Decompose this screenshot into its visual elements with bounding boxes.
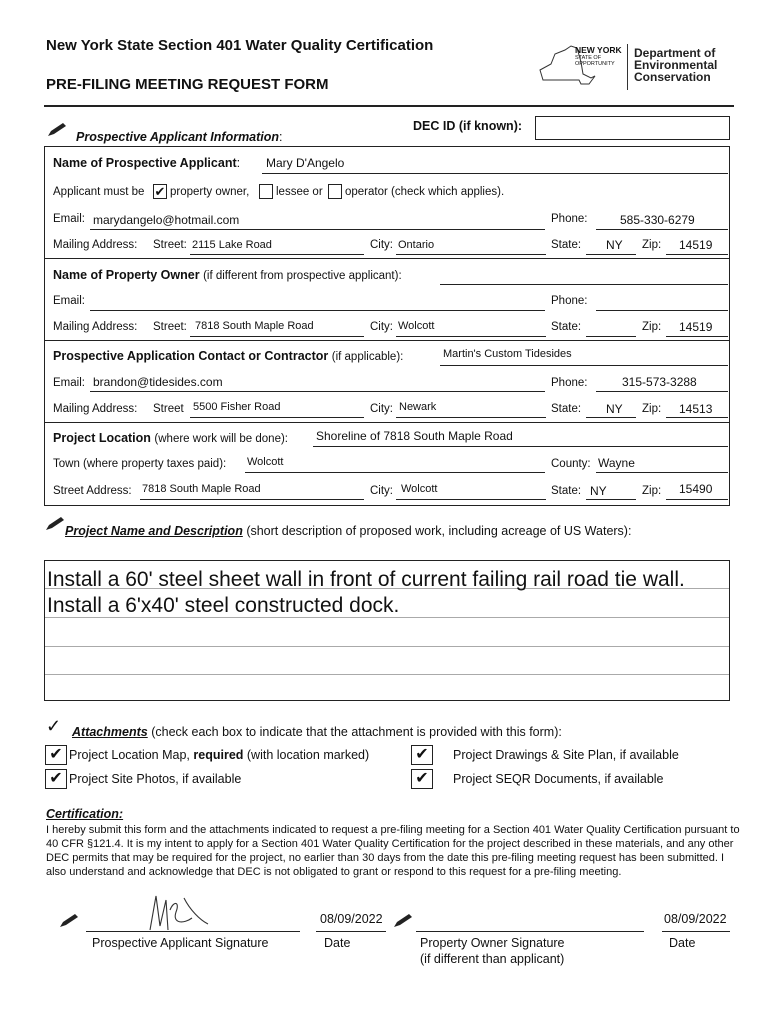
location-underline (313, 446, 728, 447)
owner-state-label: State: (551, 321, 582, 333)
contact-email-field[interactable]: brandon@tidesides.com (93, 375, 223, 389)
county-underline (596, 472, 728, 473)
applicant-mailing-label: Mailing Address: (53, 239, 138, 251)
project-description-field[interactable] (44, 560, 730, 701)
pencil-icon (44, 516, 66, 532)
loc-city-underline (396, 499, 546, 500)
owner-state-field[interactable] (586, 336, 636, 337)
applicant-city-field[interactable]: Ontario (398, 239, 435, 251)
contact-state-field[interactable]: NY (606, 402, 623, 416)
date1-field[interactable]: 08/09/2022 (320, 912, 383, 926)
date2-label: Date (669, 936, 696, 950)
owner-signature-field[interactable] (416, 931, 644, 932)
applicant-zip-field[interactable]: 14519 (679, 238, 713, 252)
applicant-phone-field[interactable]: 585-330-6279 (620, 213, 695, 227)
contact-city-label: City: (370, 403, 393, 415)
attachment-seqr-label: Project SEQR Documents, if available (453, 772, 664, 786)
loc-state-field[interactable]: NY (590, 484, 607, 498)
attachment-drawings-label: Project Drawings & Site Plan, if available (453, 748, 679, 762)
town-underline (245, 472, 545, 473)
applicant-signature-label: Prospective Applicant Signature (92, 936, 269, 950)
logo-dept-text: Department of Environmental Conservation (634, 46, 718, 84)
applicant-phone-label: Phone: (551, 213, 588, 225)
applicant-state-label: State: (551, 239, 582, 251)
date2-underline (662, 931, 730, 932)
applicant-name-label: Name of Prospective Applicant: (53, 156, 241, 170)
loc-city-label: City: (370, 485, 393, 497)
owner-email-field[interactable] (90, 310, 545, 311)
location-heading: Project Location (where work will be done): (53, 431, 289, 445)
contact-email-underline (90, 391, 545, 392)
date1-label: Date (324, 936, 351, 950)
date1-underline (316, 931, 386, 932)
owner-email-label: Email: (53, 295, 85, 307)
contact-mailing-label: Mailing Address: (53, 403, 138, 415)
attachment-seqr-checkbox[interactable]: ✔ (411, 769, 433, 789)
applicant-section-heading: Prospective Applicant Information: (76, 130, 283, 144)
owner-checkbox[interactable]: ✔ (154, 184, 166, 199)
lessee-option-label: lessee or (276, 186, 323, 198)
owner-city-field[interactable]: Wolcott (398, 320, 435, 332)
contact-heading: Prospective Application Contact or Contractor (if applicable): (53, 349, 404, 363)
applicant-zip-label: Zip: (642, 239, 662, 251)
attachment-drawings-checkbox[interactable]: ✔ (411, 745, 433, 765)
logo-divider (627, 44, 628, 90)
checkmark-icon: ✓ (46, 716, 62, 736)
date2-field[interactable]: 08/09/2022 (664, 912, 727, 926)
dec-id-label: DEC ID (if known): (413, 119, 523, 133)
lessee-checkbox[interactable] (259, 184, 273, 199)
contact-name-field[interactable]: Martin's Custom Tidesides (443, 348, 572, 360)
applicant-name-underline (262, 173, 728, 174)
certification-heading: Certification: (46, 807, 124, 821)
project-desc-heading: Project Name and Description (short description of proposed work, including acreage of US Waters): (65, 524, 632, 538)
contact-phone-underline (596, 391, 728, 392)
owner-city-underline (396, 336, 546, 337)
pencil-icon (392, 913, 414, 929)
section-divider (44, 340, 730, 341)
applicant-street-field[interactable]: 2115 Lake Road (192, 239, 272, 251)
contact-city-underline (396, 417, 546, 418)
applicant-name-field[interactable]: Mary D'Angelo (266, 156, 345, 170)
form-title: New York State Section 401 Water Quality Certification (46, 37, 434, 54)
pencil-icon (46, 122, 68, 138)
contact-phone-field[interactable]: 315-573-3288 (622, 375, 697, 389)
applicant-email-label: Email: (53, 213, 85, 225)
header-rule (44, 105, 734, 107)
nys-dec-logo (537, 44, 737, 94)
owner-zip-label: Zip: (642, 321, 662, 333)
loc-zip-label: Zip: (642, 485, 662, 497)
applicant-signature-field[interactable] (86, 931, 300, 932)
contact-street-underline (190, 417, 364, 418)
loc-state-underline (586, 499, 636, 500)
loc-state-label: State: (551, 485, 582, 497)
owner-option-label: property owner, (170, 186, 250, 198)
owner-street-label: Street: (153, 321, 187, 333)
loc-street-label: Street Address: (53, 485, 132, 497)
contact-email-label: Email: (53, 377, 85, 389)
owner-name-underline (440, 284, 728, 285)
owner-mailing-label: Mailing Address: (53, 321, 138, 333)
contact-zip-label: Zip: (642, 403, 662, 415)
contact-street-label: Street (153, 403, 184, 415)
logo-state-text: NEW YORK STATE OF OPPORTUNITY (575, 45, 622, 67)
county-label: County: (551, 458, 591, 470)
contact-street-field[interactable]: 5500 Fisher Road (193, 401, 281, 413)
loc-street-underline (140, 499, 364, 500)
county-field[interactable]: Wayne (598, 456, 635, 470)
applicant-email-field[interactable]: marydangelo@hotmail.com (93, 213, 240, 227)
pencil-icon (58, 913, 80, 929)
applicant-state-field[interactable]: NY (606, 238, 623, 252)
form-subtitle: PRE-FILING MEETING REQUEST FORM (46, 76, 329, 93)
contact-zip-underline (666, 417, 728, 418)
owner-phone-field[interactable] (596, 310, 728, 311)
town-label: Town (where property taxes paid): (53, 458, 227, 470)
loc-street-field[interactable]: 7818 South Maple Road (142, 483, 261, 495)
owner-heading: Name of Property Owner (if different from prospective applicant): (53, 268, 402, 282)
applicant-email-underline (90, 229, 545, 230)
owner-city-label: City: (370, 321, 393, 333)
loc-city-field[interactable]: Wolcott (401, 483, 438, 495)
operator-option-label: operator (check which applies). (345, 186, 505, 198)
attachment-map-label: Project Location Map, required (with location marked) (69, 748, 370, 762)
owner-phone-label: Phone: (551, 295, 588, 307)
applicant-city-label: City: (370, 239, 393, 251)
contact-state-label: State: (551, 403, 582, 415)
attachment-photos-checkbox[interactable]: ✔ (45, 769, 67, 789)
applicant-state-underline (586, 254, 636, 255)
attachment-map-checkbox[interactable]: ✔ (45, 745, 67, 765)
section-divider (44, 258, 730, 259)
location-field[interactable]: Shoreline of 7818 South Maple Road (316, 429, 513, 443)
project-desc-line-2: Install a 6'x40' steel constructed dock. (47, 594, 400, 617)
applicant-zip-underline (666, 254, 728, 255)
project-desc-line-1: Install a 60' steel sheet wall in front of current failing rail road tie wall. (47, 568, 685, 591)
contact-city-field[interactable]: Newark (399, 401, 437, 413)
applicant-must-be-label: Applicant must be (53, 186, 145, 198)
applicant-street-underline (190, 254, 364, 255)
contact-state-underline (586, 417, 636, 418)
certification-text: I hereby submit this form and the attachments indicated to request a pre-filing meeting for a Section 401 Water Quality Certification pursuant to 40 CFR §121.4. It is my intent to apply for a Section 401 Water Quality Certification for the project described in these materials, and any other DEC permits that may be required for the project, no earlier than 30 days from the date this pre-filing meeting request has been submitted. I also understand and acknowledge that DEC is not obligated to grant or respond to this request for a pre-filing meeting. (46, 824, 740, 878)
attachment-photos-label: Project Site Photos, if available (69, 772, 242, 786)
section-divider (44, 422, 730, 423)
operator-checkbox[interactable] (328, 184, 342, 199)
town-field[interactable]: Wolcott (247, 456, 284, 468)
owner-signature-label: Property Owner Signature (420, 936, 565, 950)
contact-phone-label: Phone: (551, 377, 588, 389)
applicant-phone-underline (596, 229, 728, 230)
applicant-city-underline (396, 254, 546, 255)
owner-street-field[interactable]: 7818 South Maple Road (195, 320, 314, 332)
loc-zip-field[interactable]: 15490 (679, 482, 713, 496)
contact-zip-field[interactable]: 14513 (679, 402, 713, 416)
applicant-signature-image (140, 890, 220, 940)
owner-zip-underline (666, 336, 728, 337)
dec-id-field[interactable] (535, 116, 730, 140)
loc-zip-underline (666, 499, 728, 500)
owner-street-underline (190, 336, 364, 337)
contact-name-underline (440, 365, 728, 366)
owner-signature-note: (if different than applicant) (420, 952, 565, 966)
owner-zip-field[interactable]: 14519 (679, 320, 713, 334)
applicant-street-label: Street: (153, 239, 187, 251)
attachments-heading: Attachments (check each box to indicate that the attachment is provided with this form): (72, 725, 562, 739)
